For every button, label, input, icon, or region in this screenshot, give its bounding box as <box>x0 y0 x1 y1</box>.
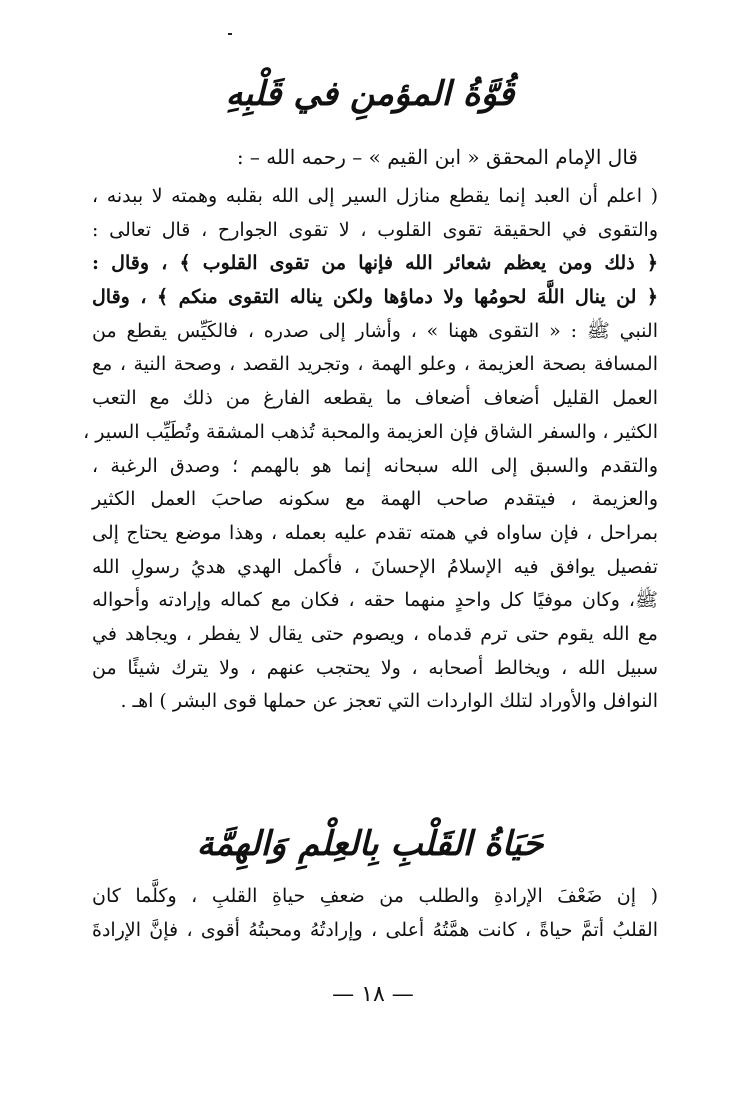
paragraph-ibn-alqayyim <box>83 180 658 719</box>
text-line: ( اعلم أن العبد إنما يقطع منازل السير إلى الله بقلبه وهمته لا ببدنه ، <box>92 185 658 207</box>
text-line: بمراحل ، فإن ساواه في همته تقدم عليه بعمله ، وهذا موضع يحتاج إلى <box>92 521 658 544</box>
text-line: ﷺ، وكان موفيًا كل واحدٍ منهما حقه ، فكان مع كماله وإرادته وأحواله <box>92 589 658 612</box>
section-heading-life-of-heart: حَيَاةُ القَلْبِ بِالعِلْمِ وَالهِمَّة <box>196 824 544 864</box>
section-heading-strength-of-believer: قُوَّةُ المؤمنِ في قَلْبِهِ <box>225 74 515 114</box>
paragraph-life-of-heart <box>92 880 658 947</box>
text-line: النبي ﷺ : « التقوى ههنا » ، وأشار إلى صدره ، فالكَيِّس يقطع من <box>92 319 658 342</box>
text-line: الكثير ، والسفر الشاق فإن العزيمة والمحبة تُذهب المشقة وتُطَيِّب السير ، <box>83 420 658 443</box>
page-number: — ١٨ — <box>332 982 414 1007</box>
ink-mark <box>228 33 232 35</box>
text-line: المسافة بصحة العزيمة ، وعلو الهمة ، وتجريد القصد ، وصحة النية ، مع <box>92 353 658 376</box>
text-line: والتقدم والسبق إلى الله سبحانه إنما هو بالهمم ؛ وصدق الرغبة ، <box>92 454 658 477</box>
text-line: سبيل الله ، ويخالط أصحابه ، ولا يحتجب عنهم ، ولا يترك شيئًا من <box>92 656 658 679</box>
text-line: تفصيل يوافق فيه الإسلامُ الإحسانَ ، فأكمل الهدي هديُ رسولِ الله <box>92 555 658 578</box>
text-line: القلبُ أتمَّ حياةً ، كانت همَّتُهُ أعلى ، وإرادتُهُ ومحبتُهُ أقوى ، فإنَّ الإرادةَ <box>92 918 658 941</box>
text-line: والعزيمة ، فيتقدم صاحب الهمة مع سكونه صاحبَ العمل الكثير <box>92 488 658 511</box>
intro-line: قال الإمام المحقق « ابن القيم » – رحمه الله – : <box>236 145 638 169</box>
text-line: النوافل والأوراد لتلك الواردات التي تعجز عن حملها قوى البشر ) اهـ . <box>120 690 658 713</box>
text-line: والتقوى في الحقيقة تقوى القلوب ، لا تقوى الجوارح ، قال تعالى : <box>92 218 658 241</box>
quran-verse-line: ﴿ لن ينال اللَّهَ لحومُها ولا دماؤها ولكن يناله التقوى منكم ﴾ ، وقال <box>92 286 658 309</box>
text-line: مع الله يقوم حتى ترم قدماه ، ويصوم حتى يقال لا يفطر ، ويجاهد في <box>92 622 658 645</box>
text-line: ( إن ضَعْفَ الإرادةِ والطلب من ضعفِ حياةِ القلبِ ، وكلَّما كان <box>92 885 658 907</box>
quran-verse-line: ﴿ ذلك ومن يعظم شعائر الله فإنها من تقوى القلوب ﴾ ، وقال : <box>92 252 658 275</box>
text-line: العمل القليل أضعاف أضعاف ما يقطعه الفارغ من ذلك مع التعب <box>92 387 658 410</box>
